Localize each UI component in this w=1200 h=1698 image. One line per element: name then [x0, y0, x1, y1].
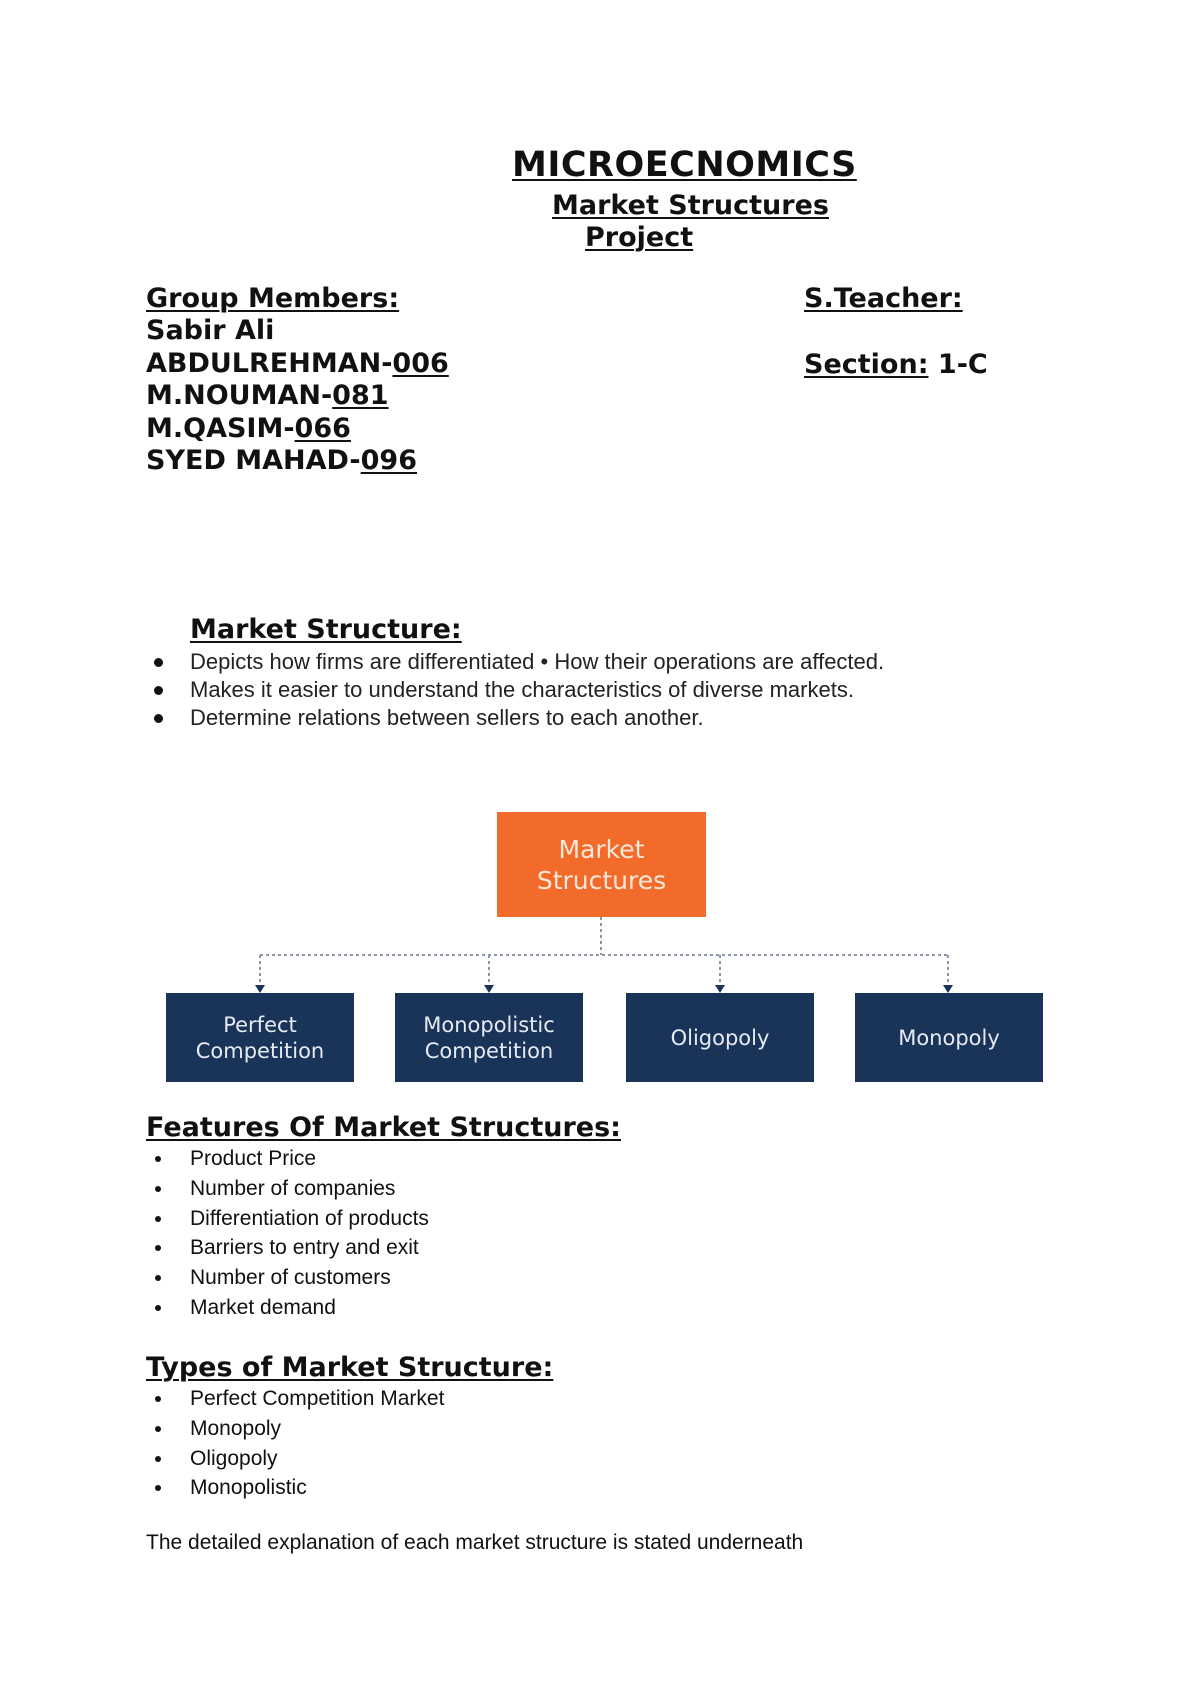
- arrow-down-icon: [943, 985, 953, 993]
- bullet-icon: [155, 1275, 161, 1281]
- document-subtitle-project: Project: [585, 222, 694, 253]
- section-label: Section:: [804, 349, 929, 380]
- bullet-icon: [155, 1426, 161, 1432]
- list-item-text: Market demand: [190, 1295, 336, 1319]
- member-name: ABDULREHMAN-: [146, 347, 393, 379]
- list-item-text: Oligopoly: [190, 1446, 278, 1470]
- list-item: [150, 1233, 429, 1263]
- list-item: [150, 1144, 429, 1174]
- bullet-icon: [155, 1186, 161, 1192]
- list-item-text: Monopolistic: [190, 1476, 307, 1500]
- list-item-text: Barriers to entry and exit: [190, 1236, 419, 1260]
- list-item-text: Number of companies: [190, 1176, 396, 1200]
- list-item-text: Perfect Competition Market: [190, 1387, 445, 1410]
- types-list: [150, 1384, 444, 1503]
- diagram-root-node: [497, 812, 706, 917]
- teacher-label: S.Teacher:: [804, 283, 963, 314]
- node-label: Oligopoly: [670, 1025, 770, 1050]
- bullet-icon: [155, 1485, 161, 1491]
- list-item: [150, 1444, 444, 1474]
- list-item-text: Differentiation of products: [190, 1206, 429, 1230]
- list-item-text: Depicts how firms are differentiated • How their operations are affected.: [190, 649, 885, 674]
- bullet-icon: [155, 1156, 161, 1162]
- list-item: [150, 1263, 429, 1293]
- member-id: 006: [392, 347, 449, 379]
- member-id: 096: [360, 445, 418, 476]
- document-title: MICROECNOMICS: [512, 145, 857, 185]
- bullet-icon: [155, 1396, 161, 1402]
- features-heading: Features Of Market Structures:: [146, 1112, 621, 1143]
- list-item-text: Number of customers: [190, 1266, 391, 1290]
- bullet-icon: [155, 1456, 161, 1462]
- arrow-down-icon: [484, 985, 494, 993]
- list-item: [150, 1174, 429, 1204]
- diagram-node-monopoly: [855, 993, 1043, 1082]
- list-item: [150, 1293, 429, 1323]
- section-value: 1-C: [937, 349, 988, 380]
- bullet-icon: [155, 1245, 161, 1251]
- member-name: M.QASIM-: [146, 412, 295, 444]
- list-item: [150, 1414, 444, 1444]
- closing-sentence: The detailed explanation of each market structure is stated underneath: [146, 1531, 804, 1554]
- market-structure-heading: Market Structure:: [190, 614, 462, 645]
- list-item: [150, 1473, 444, 1503]
- types-heading: Types of Market Structure:: [146, 1352, 554, 1383]
- bullet-icon: [155, 1305, 161, 1311]
- list-item-text: Product Price: [190, 1147, 317, 1170]
- member-name: SYED MAHAD-: [146, 445, 361, 476]
- node-label: Monopoly: [898, 1025, 1000, 1050]
- node-label: Market Structures: [536, 834, 667, 895]
- diagram-node-monopolistic-competition: [395, 993, 583, 1082]
- list-item-text: Monopoly: [190, 1416, 282, 1440]
- diagram-node-perfect-competition: [166, 993, 354, 1082]
- list-item-text: Makes it easier to understand the characteristics of diverse markets.: [190, 677, 854, 702]
- bullet-icon: [155, 1216, 161, 1222]
- member-name: M.NOUMAN-: [146, 380, 333, 411]
- list-item: [150, 1384, 444, 1414]
- arrow-down-icon: [255, 985, 265, 993]
- node-label: Monopolistic Competition: [423, 1012, 555, 1063]
- diagram-node-oligopoly: [626, 993, 814, 1082]
- member-name: Sabir Ali: [146, 315, 275, 346]
- features-list: [150, 1144, 429, 1323]
- document-subtitle: Market Structures: [552, 190, 829, 221]
- member-id: 066: [294, 412, 351, 444]
- node-label: Perfect Competition: [195, 1012, 325, 1063]
- list-item: [150, 1204, 429, 1234]
- list-item-text: Determine relations between sellers to each another.: [190, 705, 704, 730]
- member-id: 081: [332, 380, 389, 411]
- arrow-down-icon: [715, 985, 725, 993]
- group-members-heading: Group Members:: [146, 283, 400, 314]
